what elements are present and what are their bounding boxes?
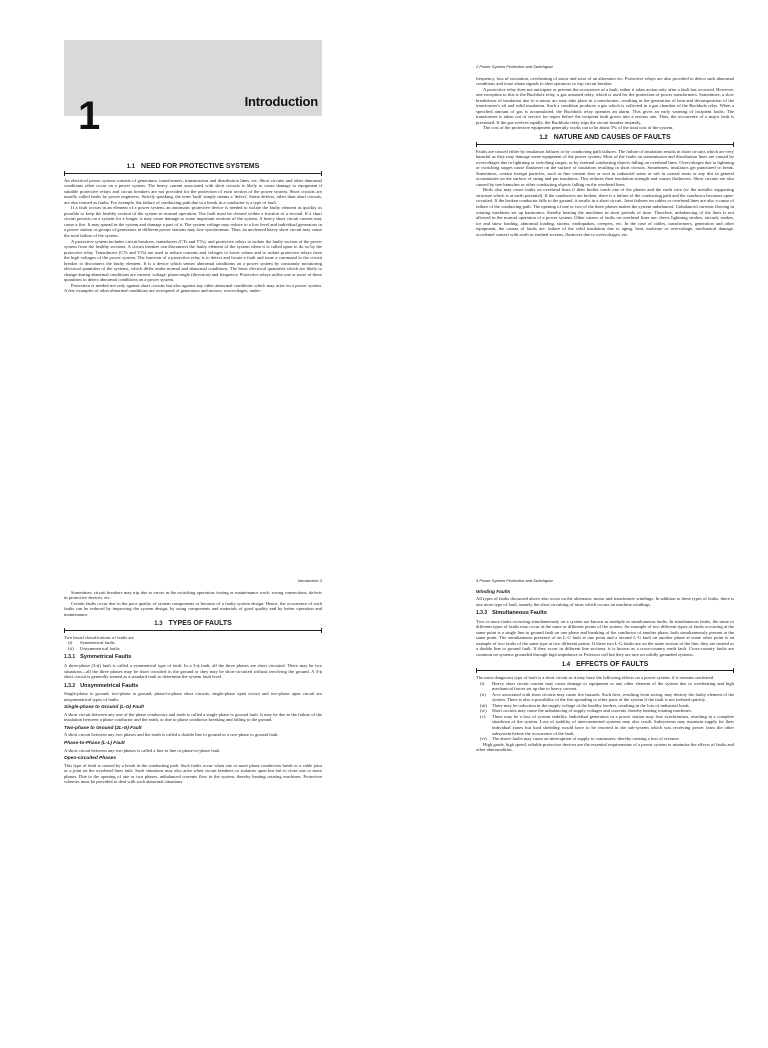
paragraph: High grade, high speed, reliable protective devices are the essential requirements of a power system to minimise the effects of faults and other abnormalities.: [476, 741, 734, 753]
section-heading-1-2: 1.2 NATURE AND CAUSES OF FAULTS: [476, 135, 734, 145]
running-head: 2 Power System Protection and Switchgear: [476, 64, 553, 69]
paragraph: An electrical power system consists of generators, transformers, transmission and distribution lines, etc. Short circuits and other abnormal conditions often occur on a power system. The heavy current associated with short circuits is likely to cause damage to equipment if suitable protective relays and circuit breakers are not provided for the protection of each section of the power system. Short circuits are usually called faults by power engineers. Strictly speaking, the term 'fault' simply means a 'defect'. Some defects, other than short circuits, are also termed as faults. For example, the failure of conducting path due to a break in a conductor is a type of fault.: [64, 177, 322, 205]
paragraph: The cost of the protective equipment generally works out to be about 5% of the total cost of the system.: [483, 125, 674, 131]
list-item: (v) There may be a loss of system stability. Individual generators in a power station may lose synchronism, resulting in a complete shutdown of the system. Loss of stability of interconnected systems may also result. Subsystems may maintain supply for their individual zones but load shedding would have to be resorted in the sub-system which was receiving power from the other subsystem before the occurrence of the fault.: [480, 713, 734, 736]
fault-classification-list: [64, 640, 322, 651]
running-head: Introduction 3: [297, 578, 322, 583]
list-item: (iii) There may be reduction in the supply voltage of the healthy feeders, resulting in the loss of industrial loads.: [480, 702, 690, 708]
paragraph: The most dangerous type of fault is a short circuit as it may have the following effects on a power system, if it remains uncleared.: [476, 675, 715, 681]
running-head: 4 Power System Protection and Switchgear: [476, 578, 553, 583]
list-item: (iv) Short circuits may cause the unbalancing of supply voltages and currents, thereby heating rotating machines.: [480, 708, 692, 714]
list-item: (vi) The above faults may cause an interruption of supply to consumers, thereby causing a loss of revenue.: [480, 736, 680, 742]
section-heading-1-3: 1.3 TYPES OF FAULTS: [64, 621, 322, 631]
chapter-title: Introduction: [244, 94, 318, 109]
paragraph: Two broad classifications of faults are: [64, 634, 134, 640]
subheading-2lg-fault: Two-phase to Ground (2L-G) Fault: [64, 725, 142, 731]
paragraph: A short circuit between any two phases is called a line to line or phase-to-phase fault.: [64, 747, 221, 753]
paragraph: Single-phase to ground, two-phase to ground, phase-to-phase short circuits; single-phase open circuit and two-phase open circuit are unsymmetrical types of faults.: [64, 691, 322, 702]
subheading-winding-faults: Winding Faults: [476, 589, 511, 595]
page-1: [64, 40, 322, 510]
paragraph: Two or more faults occurring simultaneously on a system are known as multiple or simultaneous faults. In simultaneous faults, the same or different types of faults may occur at the same or different points of the system. An example of two different types of faults occurring at the same point is a single line to ground fault on one phase and breaking of the conductor of another phase, both simultaneously present at the same point. The simultaneous presence of an L-G fault at one point and a second L-G fault on another phase at some other point is an example of two faults of the same type at two different points. If these two L-G faults are on the same section of the line, they are treated as a double line to ground fault. If they occur in different line sections, it is known as a cross-country earth fault. Cross-country faults are common on systems grounded through high impedance or Peterson coil but they are rare on solidly grounded systems.: [476, 618, 734, 658]
list-item: (i) Heavy short circuit current may cause damage to equipment or any other element of the system due to overheating and high mechanical forces set up due to heavy current.: [480, 680, 734, 692]
paragraph: All types of faults discussed above also occur on the alternator, motor and transformer windings. In addition to these types of faults, there is one more type of fault, namely the short circuiting of turns which occurs on machine windings.: [476, 596, 734, 607]
paragraph: A protective system includes circuit breakers, transducers (CTs and VTs), and protective relays to isolate the faulty section of the power system from the healthy sections. A circuit breaker can disconnect the faulty element of the system when it is called upon to do so by the protective relay. Transducers (CTs and VTs) are used to reduce currents and voltages to lower values and to isolate protective relays from the high voltages of the power system. The function of a protective relay is to detect and locate a fault and issue a command to the circuit breaker to disconnect the faulty element. It is a device which senses abnormal conditions on a power system by constantly monitoring electrical quantities of the systems, which differ under normal and abnormal conditions. The basic electrical quantities which are likely to change during abnormal conditions are current, voltage, phase-angle (direction) and frequency. Protective relays utilise one or more of these quantities to detect abnormal conditions on a power system.: [64, 238, 322, 283]
list-item: (ii) Unsymmetrical faults: [68, 645, 120, 651]
paragraph: Certain faults occur due to the poor quality of system components or because of a faulty system design. Hence, the occurrence of such faults can be reduced by improving the system design, by using components and materials of good quality and by better operation and maintenance.: [64, 600, 322, 617]
paragraph: frequency, loss of excitation, overheating of stator and rotor of an alternator etc. Protective relays are also provided to detect such abnormal conditions and issue alarm signals to alert operators or trip circuit breaker.: [476, 75, 734, 87]
paragraph: Protection is needed not only against short circuits but also against any other abnormal conditions which may arise on a power system. A few examples of other abnormal conditions are overspeed of generators and motors, overvoltages, under-: [64, 282, 322, 294]
page-2: [476, 64, 734, 534]
paragraph: If a fault occurs in an element of a power system, an automatic protective device is needed to isolate the faulty element as quickly as possible to keep the healthy section of the system in normal operation. The fault must be cleared within a fraction of a second. If a short circuit persists on a system for a longer, it may cause damage to some important sections of the system. A heavy short circuit current may cause a fire. It may spread in the system and damage a part of it. The system voltage may reduce to a low level and individual generators in a power station or groups of generators in different power stations may lose synchronism. Thus, an uncleared heavy short circuit may cause the total failure of the system.: [64, 205, 322, 239]
paragraph: A short circuit between any two phases and the earth is called a double line to ground or a two-phase to ground fault.: [64, 732, 279, 738]
paragraph: A protective relay does not anticipate or prevent the occurrence of a fault, rather it takes action only after a fault has occurred. However, one exception to this is the Buchholz relay, a gas actuated relay, which is used for the protection of power transformers. Sometimes, a slow breakdown of insulation due to a minor arc may take place in a transformer, resulting in the generation of heat and decomposition of the transformer's oil and solid insulation. Such a condition produces a gas which is collected in a gas chamber of the Buchholz relay. When a specified amount of gas is accumulated, the Buchholz relay operates an alarm. This gives an early warning of incipient faults. The transformer is taken out of service for repair before the incipient fault grows into a serious one. Thus, the occurrence of a major fault is prevented. If the gas evolves rapidly, the Buchholz relay trips the circuit breaker instantly.: [476, 86, 734, 125]
subheading-lg-fault: Single-phase to Ground (L-G) Fault: [64, 705, 144, 711]
list-item: (i) Symmetrical faults: [68, 640, 115, 646]
paragraph: Birds also may cause faults on overhead lines if their bodies touch one of the phases and the earth wire (or the metallic supporting structure which is at earth potential). If the conductors are broken, there is a failure of the conducting path and the conductor becomes open-circuited. If the broken conductor falls to the ground, it results in a short circuit. Joint failures on cables or overhead lines are also a cause of failure of the conducting path. The opening of one or two of the three phases makes the system unbalanced. Unbalanced currents flowing in rotating machines set up harmonics, thereby heating the machines in short periods of time. Therefore, unbalancing of the lines is not allowed in the normal operation of a power system. Other causes of faults on overhead lines are: direct lightning strokes, aircraft, snakes, ice and snow loading, abnormal loading, storms, earthquakes, creepers, etc. In the case of cables, transformers, generators and other equipment, the causes of faults are: failure of the solid insulation due to aging, heat, moisture or overvoltage, mechanical damage, accidental contact with earth or earthed screens, flashover due to overvoltages, etc.: [476, 187, 734, 237]
paragraph: Faults are caused either by insulation failures or by conducting path failures. The failure of insulation results in short circuits which are very harmful as they may damage some equipment of the power system. Most of the faults on transmission and distribution lines are caused by overvoltages due to lightning or switching surges, or by external conducting objects falling on overhead lines. Overvoltages due to lightning or switching surges cause flashover on the surface of insulators resulting in short circuits. Sometimes, insulators get punctured or break. Sometimes, certain foreign particles, such as fine cement dust or soot in industrial areas or salt in coastal areas or any dirt in general accumulates on the surface of string and pin insulators. This reduces their insulation strength and causes flashovers. Short circuits are also caused by tree branches or other conducting objects falling on the overhead lines.: [476, 148, 734, 187]
subheading-ll-fault: Phase-to-Phase (L-L) Fault: [64, 741, 125, 747]
paragraph: This type of fault is caused by a break in the conducting path. Such faults occur when one or more phase conductors break or a cable joint or a joint on the overhead lines fails. Such situations may also arise when circuit breakers or isolators open but fail to close one or more phases. Due to the opening of one or two phases, unbalanced currents flow in the system, thereby heating rotating machines. Protective schemes must be provided to deal with such abnormal situations.: [64, 762, 322, 785]
paragraph: A three-phase (3-ϕ) fault is called a symmetrical type of fault. In a 3-ϕ fault, all the three phases are short circuited. There may be two situations—all the three phases may be short circuited to the ground or they may be short-circuited without involving the ground. A 3-ϕ short circuit is generally treated as a standard fault to determine the system fault level.: [64, 663, 322, 680]
chapter-header: [64, 40, 322, 138]
page-4: [476, 578, 734, 1048]
list-item: (ii) Arcs associated with short circuits may cause fire hazards. Such fires, resulting from arcing, may destroy the faulty element of the system. There is also a possibility of the fire spreading to other parts of the system if the fault is not isolated quickly.: [480, 691, 734, 703]
section-heading-1-1: 1.1 NEED FOR PROTECTIVE SYSTEMS: [64, 164, 322, 174]
subsection-heading-1-3-3: 1.3.3 Simultaneous Faults: [476, 610, 547, 617]
section-heading-1-4: 1.4 EFFECTS OF FAULTS: [476, 662, 734, 672]
subheading-open-circuit: Open-circuited Phases: [64, 756, 116, 762]
subsection-heading-1-3-1: 1.3.1 Symmetrical Faults: [64, 654, 132, 661]
paragraph: Sometimes, circuit breakers may trip due to errors in the switching operation, testing or maintenance work, wrong connections, defects in protective devices, etc.: [64, 589, 322, 601]
subsection-heading-1-3-2: 1.3.2 Unsymmetrical Faults: [64, 682, 139, 689]
paragraph: A short circuit between any one of the phase conductors and earth is called a single phase to ground fault. It may be due to the failure of the insulation between a phase conductor and the earth, or due to phase conductor breaking and falling to the ground.: [64, 711, 322, 723]
chapter-number: 1: [78, 94, 101, 138]
effects-list: [476, 681, 734, 742]
page-3: [64, 578, 322, 1048]
